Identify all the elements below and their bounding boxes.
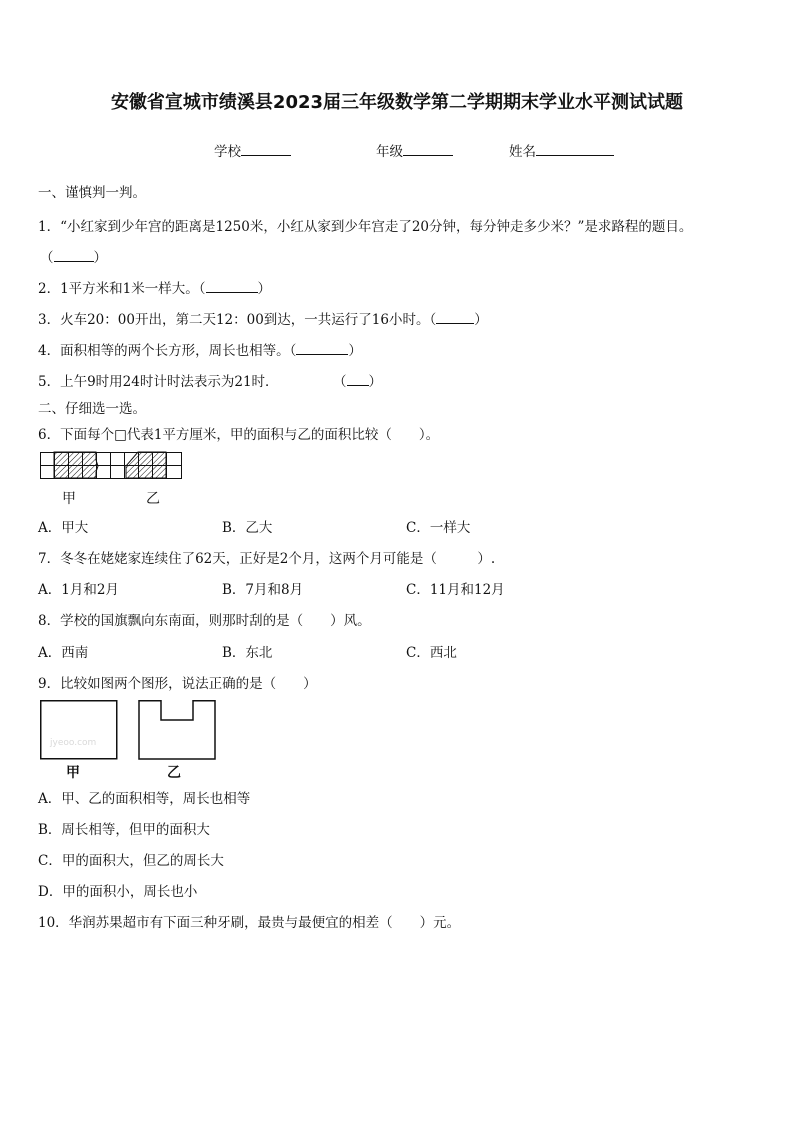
q6-label-yi: 乙	[146, 491, 160, 507]
q6-option-b: B．乙大	[222, 520, 273, 536]
question-2-text: 2．1平方米和1米一样大。（	[38, 281, 206, 297]
q6-option-c: C．一样大	[406, 520, 471, 536]
section1-heading: 一、谨慎判一判。	[38, 185, 146, 201]
q7-option-b: B．7月和8月	[222, 582, 304, 598]
question-10: 10．华润苏果超市有下面三种牙刷，最贵与最便宜的相差（ ）元。	[38, 915, 461, 931]
name-field	[509, 140, 614, 160]
paren-close: ）	[93, 250, 107, 266]
question-8: 8．学校的国旗飘向东南面，则那时刮的是（ ）风。	[38, 613, 371, 629]
answer-blank-3	[436, 311, 474, 324]
q9-option-b: B．周长相等，但甲的面积大	[38, 822, 210, 838]
question-2	[38, 277, 271, 297]
question-6: 6．下面每个□代表1平方厘米，甲的面积与乙的面积比较（ ）。	[38, 427, 440, 443]
q8-option-c: C．西北	[406, 645, 457, 661]
shape-yi-notched	[139, 701, 215, 759]
question-3-text: 3．火车20：00开出，第二天12：00到达，一共运行了16小时。（	[38, 312, 437, 328]
answer-blank-2	[206, 280, 258, 293]
q6-option-a: A．甲大	[38, 520, 89, 536]
grade-field	[376, 140, 453, 160]
school-label: 学校	[214, 144, 241, 160]
q8-option-b: B．东北	[222, 645, 273, 661]
q6-grid-figure	[40, 452, 185, 480]
section2-heading: 二、仔细选一选。	[38, 401, 146, 417]
question-5: 5．上午9时用24时计时法表示为21时．	[38, 374, 279, 390]
q9-option-c: C．甲的面积大，但乙的周长大	[38, 853, 224, 869]
school-blank	[241, 141, 291, 156]
page-title: 安徽省宣城市绩溪县2023届三年级数学第二学期期末学业水平测试试题	[110, 92, 684, 113]
question-3-close: ）	[474, 312, 488, 328]
q9-label-jia: 甲	[66, 765, 80, 781]
school-field	[214, 140, 291, 160]
question-1: 1．“小红家到少年宫的距离是1250米，小红从家到少年宫走了20分钟，每分钟走多少米？”是求路程的题目。	[38, 219, 693, 235]
q9-option-a: A．甲、乙的面积相等，周长也相等	[38, 791, 251, 807]
question-3	[38, 308, 488, 328]
grade-label: 年级	[376, 144, 403, 160]
paren-open: （	[333, 374, 347, 390]
question-4-text: 4．面积相等的两个长方形，周长也相等。（	[38, 343, 297, 359]
q8-option-a: A．西南	[38, 645, 89, 661]
grade-blank	[403, 141, 453, 156]
q9-label-yi: 乙	[167, 765, 181, 781]
name-blank	[536, 141, 614, 156]
q9-figures	[40, 700, 220, 762]
q7-option-c: C．11月和12月	[406, 582, 505, 598]
question-4-close: ）	[348, 343, 362, 359]
paren-open: （	[40, 250, 54, 266]
question-9: 9．比较如图两个图形，说法正确的是（ ）	[38, 676, 317, 692]
question-1-answer	[40, 246, 107, 266]
question-7: 7．冬冬在姥姥家连续住了62天，正好是2个月，这两个月可能是（ ）.	[38, 551, 496, 567]
q6-label-jia: 甲	[62, 491, 76, 507]
question-2-close: ）	[257, 281, 272, 297]
answer-blank-5	[347, 373, 369, 386]
shape-jia-rectangle	[41, 701, 117, 759]
question-4	[38, 339, 362, 359]
q9-option-d: D．甲的面积小，周长也小	[38, 884, 198, 900]
name-label: 姓名	[509, 144, 536, 160]
q7-option-a: A．1月和2月	[38, 582, 119, 598]
paren-close: ）	[368, 374, 382, 390]
question-5-answer	[333, 370, 382, 390]
answer-blank-4	[296, 342, 348, 355]
watermark: jyeoo.com	[50, 738, 97, 748]
answer-blank-1	[54, 249, 94, 262]
